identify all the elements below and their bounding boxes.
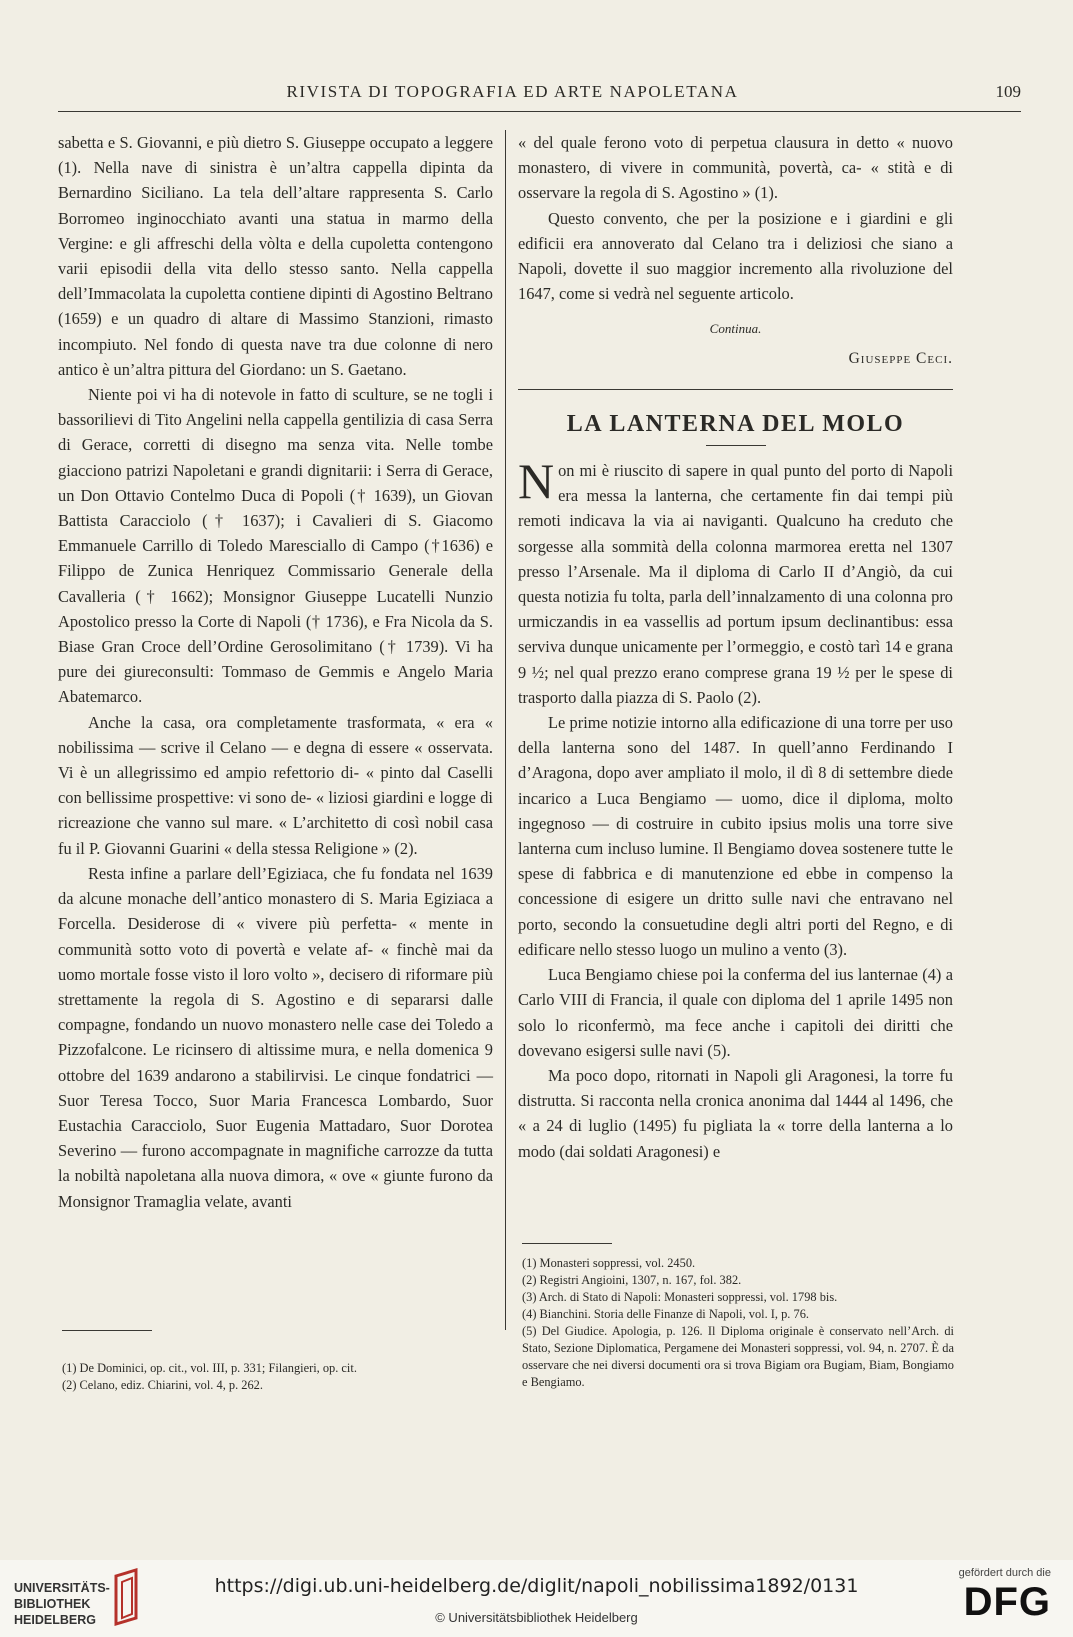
footnotes-left [62,1360,492,1394]
footnote: (3) Arch. di Stato di Napoli: Monasteri soppressi, vol. 1798 bis. [522,1290,838,1304]
funding-note: gefördert durch die [958,1567,1051,1579]
page-number: 109 [995,82,1021,101]
dfg-logo: DFG [963,1580,1051,1624]
running-header: RIVISTA DI TOPOGRAFIA ED ARTE NAPOLETANA [286,82,739,101]
footnote: (4) Bianchini. Storia delle Finanze di Napoli, vol. I, p. 76. [522,1307,809,1321]
header-rule [58,111,1021,112]
paragraph: Le prime notizie intorno alla edificazione di una torre per uso della lanterna sono del 1487. In quell’anno Ferdinando I d’Aragona, dopo aver ampliato il molo, il dì 8 di settembre diede incarico a Luca Bengiamo — uomo, dice il diploma, molto ingegnoso — di costruire in cubito ipsius molis una torre sive lanterna cum incluso lumine. Il Bengiamo dovea sostenere tutte le spese di fabbrica e di manutenzione ed ebbe in compenso la concessione di esigere un dritto sulle navi che entravano nel porto, secondo la consuetudine degli altri porti del Regno, e di edificare nello stesso luogo un mulino a vento (3). [518,713,953,959]
paragraph: Resta infine a parlare dell’Egiziaca, che fu fondata nel 1639 da alcune monache dell’antico monastero di S. Maria Egiziaca a Forcella. Desiderose di « vivere più perfetta- « mente in communità sotto voto di povertà e velate af- « finchè mai da uomo mortale fosse visto il loro volto », decisero di riformare più strettamente la regola di S. Agostino e di separarsi dalle compagne, fondando un nuovo monastero nelle case dei Toledo a Pizzofalcone. Le ricinsero di altissime mura, e nella domenica 9 ottobre del 1639 andarono a stabilirvisi. Le cinque fondatrici — Suor Teresa Tocco, Suor Maria Francesca Lombardo, Suor Eustachia Caracciolo, Suor Eugenia Mattadaro, Suor Dorotea Severino — furono accompagnate in magnifiche carrozze da tutta la nobiltà napoletana alla nuova dimora, « ove « giunte furono da Monsignor Tramaglia velate, avanti [58,863,493,1211]
paragraph: Luca Bengiamo chiese poi la conferma del ius lanternae (4) a Carlo VIII di Francia, il quale con diploma del 1 aprile 1495 non solo lo riconfermò, ma fece anche i capitoli dei diritti che dovevano esigersi sulle navi (5). [518,965,953,1060]
article-title: LA LANTERNA DEL MOLO [566,410,905,437]
footnote: (2) Registri Angioini, 1307, n. 167, fol. 382. [522,1273,742,1287]
paragraph: Anche la casa, ora completamente trasformata, « era « nobilissima — scrive il Celano — e degna di essere « osservata. Vi è un allegrissimo ed ampio refettorio di- « pinto dal Caselli con bellissime prospettive: vi sono de- « liziosi giardini e logge di ricreazione che vanno sul mare. « L’architetto di così nobil casa fu il P. Giovanni Guarini « della stessa Religione » (2). [58,712,493,858]
paragraph: Ma poco dopo, ritornati in Napoli gli Aragonesi, la torre fu distrutta. Si racconta nella cronica anonima dal 1444 al 1496, che « a 24 di luglio (1495) fu pigliata la « torre della lanterna a lo modo (dai soldati Aragonesi) e [518,1065,953,1161]
library-line: UNIVERSITÄTS- [14,1581,110,1595]
paragraph: sabetta e S. Giovanni, e più dietro S. Giuseppe occupato a leggere (1). Nella nave di sinistra è un’altra cappella dipinta da Bernardino Siciliano. La tela dell’altare rappresenta S. Carlo Borromeo inginocchiato avanti una statua in marmo della Vergine: e gli affreschi della vòlta e della cupoletta contengono varii episodii della vita dello stesso santo. Nella cappella dell’Immacolata la cupoletta contiene dipinti di Agostino Beltrano (1659) e un quadro di altare di Massimo Stanzioni, rimasto incompiuto. Nel fondo di questa nave tra due colonne di nero antico è un’altra pittura del Giordano: un S. Gaetano. [58,133,493,379]
permalink-url[interactable]: https://digi.ub.uni-heidelberg.de/diglit/napoli_nobilissima1892/0131 [214,1575,859,1597]
column-divider [505,130,506,1330]
footnote: (1) De Dominici, op. cit., vol. III, p. 331; Filangieri, op. cit. [62,1361,357,1375]
right-column [518,130,953,1164]
paragraph: « del quale ferono voto di perpetua clausura in detto « nuovo monastero, di vivere in communità, povertà, ca- « stità e di osservare la regola di S. Agostino » (1). [518,133,953,203]
library-line: HEIDELBERG [14,1613,96,1627]
footnote: (5) Del Giudice. Apologia, p. 126. Il Diploma originale è conservato nell’Arch. di Stato, Sezione Diplomatica, Pergamene dei Monasteri soppressi, vol. 94, n. 2707. È da osservare che nei diversi documenti ora si trova Bigiam ora Bugiam, Biam, Bongiamo e Bengiamo. [522,1324,954,1389]
footnote: (1) Monasteri soppressi, vol. 2450. [522,1256,696,1270]
footnotes-right [522,1255,954,1391]
author-signature: Giuseppe Ceci. [848,349,953,367]
paragraph: Niente poi vi ha di notevole in fatto di sculture, se ne togli i bassorilievi di Tito Angelini nella cappella gentilizia di casa Serra di Gerace, corretti di disegno ma senza vita. Nelle tombe giacciono patrizi Napoletani e grandi dignitarii: i Serra di Gerace, un Don Ottavio Contelmo Duca di Popoli († 1639), un Giovan Battista Caracciolo († 1637); i Cavalieri di S. Giacomo Emmanuele Carrillo di Toledo Maresciallo di Campo (†1636) e Filippo de Zunica Henriquez Commissario Generale della Cavalleria († 1662); Monsignor Giuseppe Lucatelli Nunzio Apostolico presso la Corte di Napoli († 1736), e Fra Nicola da S. Biase Gran Croce dell’Ordine Gerosolimitano († 1739). Vi ha pure dei giureconsulti: Tommaso de Gemmis e Angelo Maria Abatemarco. [58,385,493,707]
left-column [58,130,493,1214]
paragraph: Questo convento, che per la posizione e i giardini e gli edificii era annoverato dal Celano tra i deliziosi che siano a Napoli, dovette il suo maggior incremento alla rivoluzione del 1647, come si vedrà nel seguente articolo. [518,208,953,304]
title-rule [706,445,766,446]
continua-note: Continua. [709,321,762,337]
footnote-rule-left [62,1330,152,1331]
footnote-rule-right [522,1243,612,1244]
library-line: BIBLIOTHEK [14,1597,91,1611]
drop-cap: N [518,453,555,510]
section-rule [518,389,953,390]
paragraph: on mi è riuscito di sapere in qual punto del porto di Napoli era messa la lanterna, che certamente fin dai tempi più remoti indicava la via ai naviganti. Qualcuno ha creduto che sorgesse alla sommità della colonna marmorea eretta nel 1307 presso l’Arsenale. Ma il diploma di Carlo II d’Angiò, da cui questa notizia fu tolta, parla dell’innalzamento di una colonna pro urmiczandis in ea vassellis ad portum ipsum declinantibus: essa serviva dunque unicamente per l’ormeggio, e costò tarì 14 e grana 9 ½; nel qual prezzo erano comprese grana 19 ½ per le spese di trasporto dalla piazza di S. Paolo (2). [518,461,953,707]
copyright-notice: © Universitätsbibliothek Heidelberg [435,1610,638,1625]
viewer-footer [0,1560,1073,1637]
footnote: (2) Celano, ediz. Chiarini, vol. 4, p. 262. [62,1378,263,1392]
